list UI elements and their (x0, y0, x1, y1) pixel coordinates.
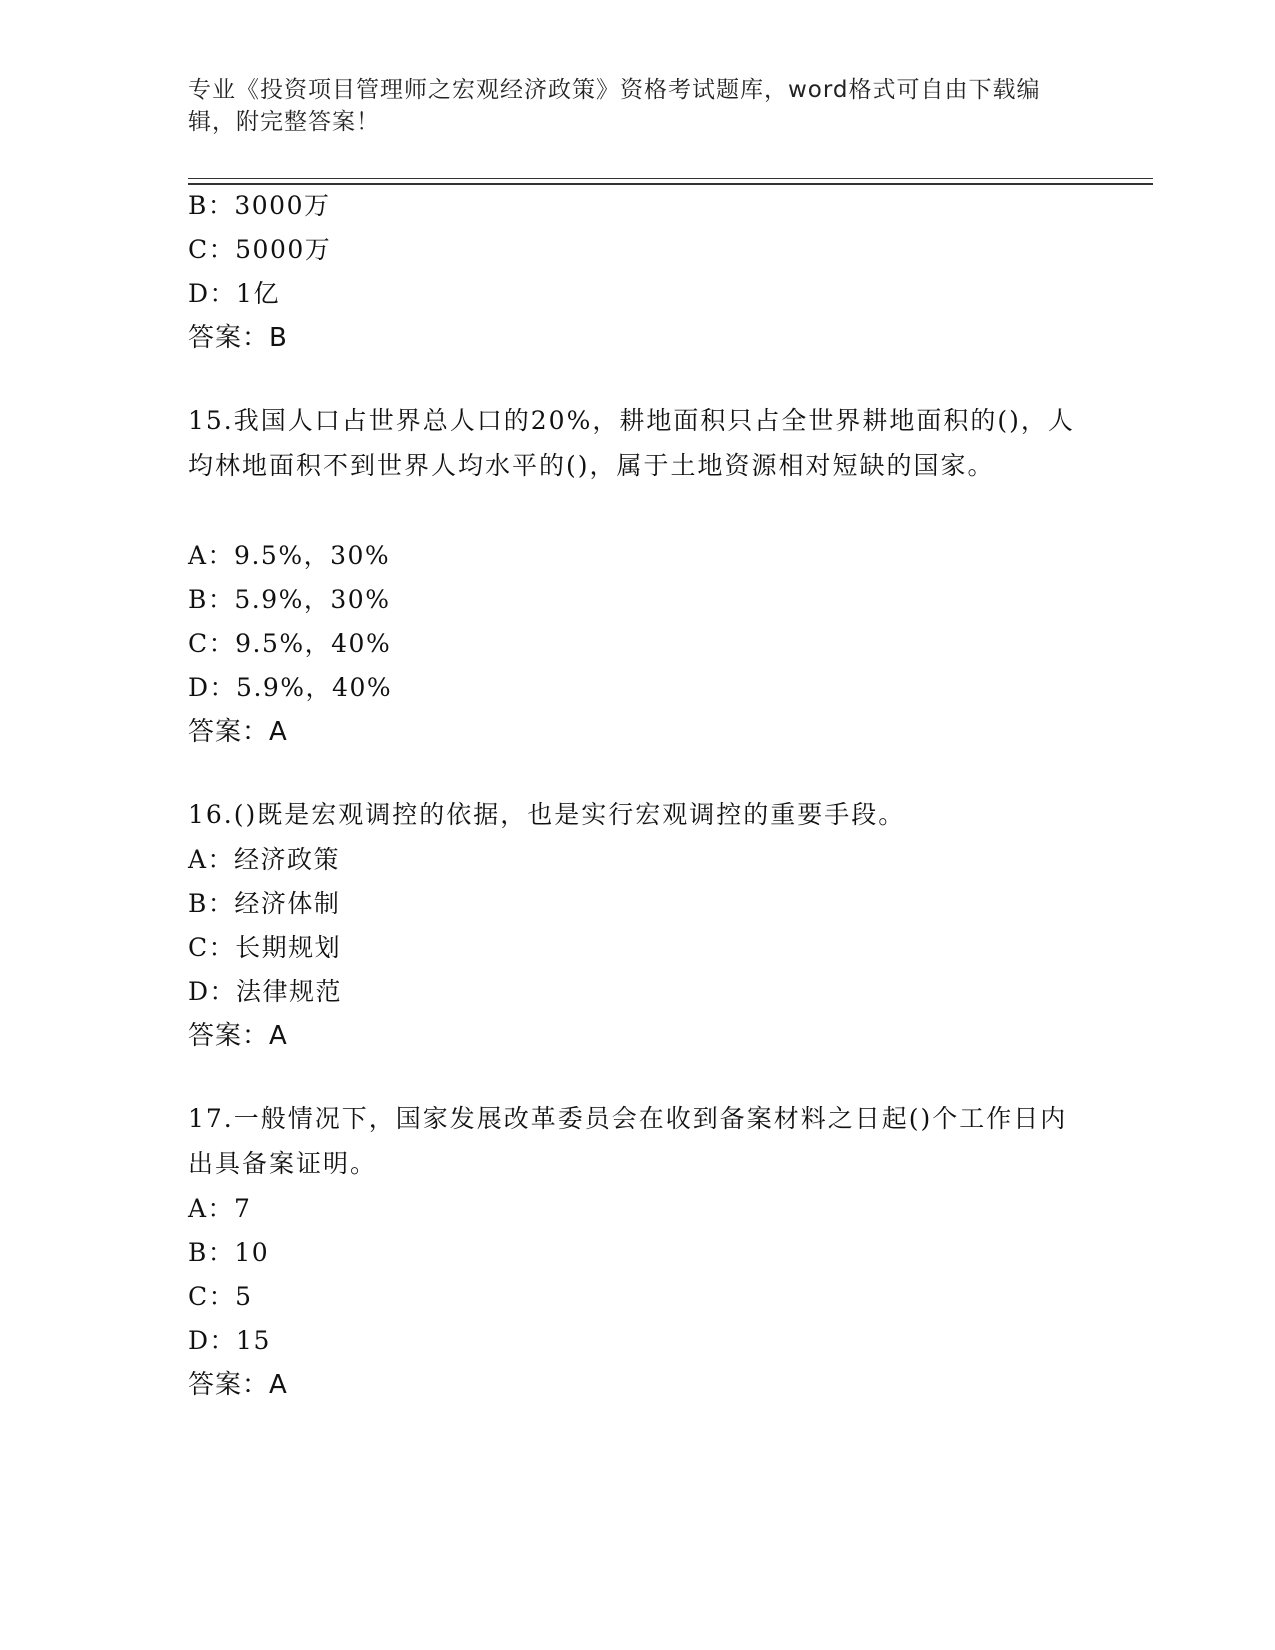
q16-option-c: C：长期规划 (188, 933, 342, 962)
q15-option-c: C：9.5%，40% (188, 629, 392, 658)
q14-option-b: B：3000万 (188, 191, 331, 220)
q16-option-a: A：经济政策 (188, 845, 341, 874)
q15-answer: 答案：A (188, 717, 288, 747)
header-divider-bottom (188, 183, 1153, 185)
q17-option-c: C：5 (188, 1282, 253, 1311)
q15-question: 15.我国人口占世界总人口的20%，耕地面积只占全世界耕地面积的()，人均林地面积不到世界人均水平的()，属于土地资源相对短缺的国家。 (188, 406, 1075, 480)
document-header: 专业《投资项目管理师之宏观经济政策》资格考试题库，word格式可自由下载编辑，附完整答案！ (188, 77, 1041, 135)
q14-option-d: D：1亿 (188, 279, 280, 308)
q14-option-c: C：5000万 (188, 235, 332, 264)
q17-option-b: B：10 (188, 1238, 270, 1267)
header-divider-top (188, 178, 1153, 179)
q15-option-b: B：5.9%，30% (188, 585, 391, 614)
q16-option-d: D：法律规范 (188, 977, 343, 1006)
q16-answer: 答案：A (188, 1021, 288, 1051)
q15-option-d: D：5.9%，40% (188, 673, 393, 702)
q17-answer: 答案：A (188, 1370, 288, 1400)
q16-question: 16.()既是宏观调控的依据，也是实行宏观调控的重要手段。 (188, 800, 906, 829)
q17-question: 17.一般情况下，国家发展改革委员会在收到备案材料之日起()个工作日内出具备案证明。 (188, 1104, 1068, 1178)
q17-option-d: D：15 (188, 1326, 271, 1355)
q14-answer: 答案：B (188, 323, 288, 353)
q16-option-b: B：经济体制 (188, 889, 341, 918)
q15-option-a: A：9.5%，30% (188, 541, 391, 570)
q17-option-a: A：7 (188, 1194, 252, 1223)
